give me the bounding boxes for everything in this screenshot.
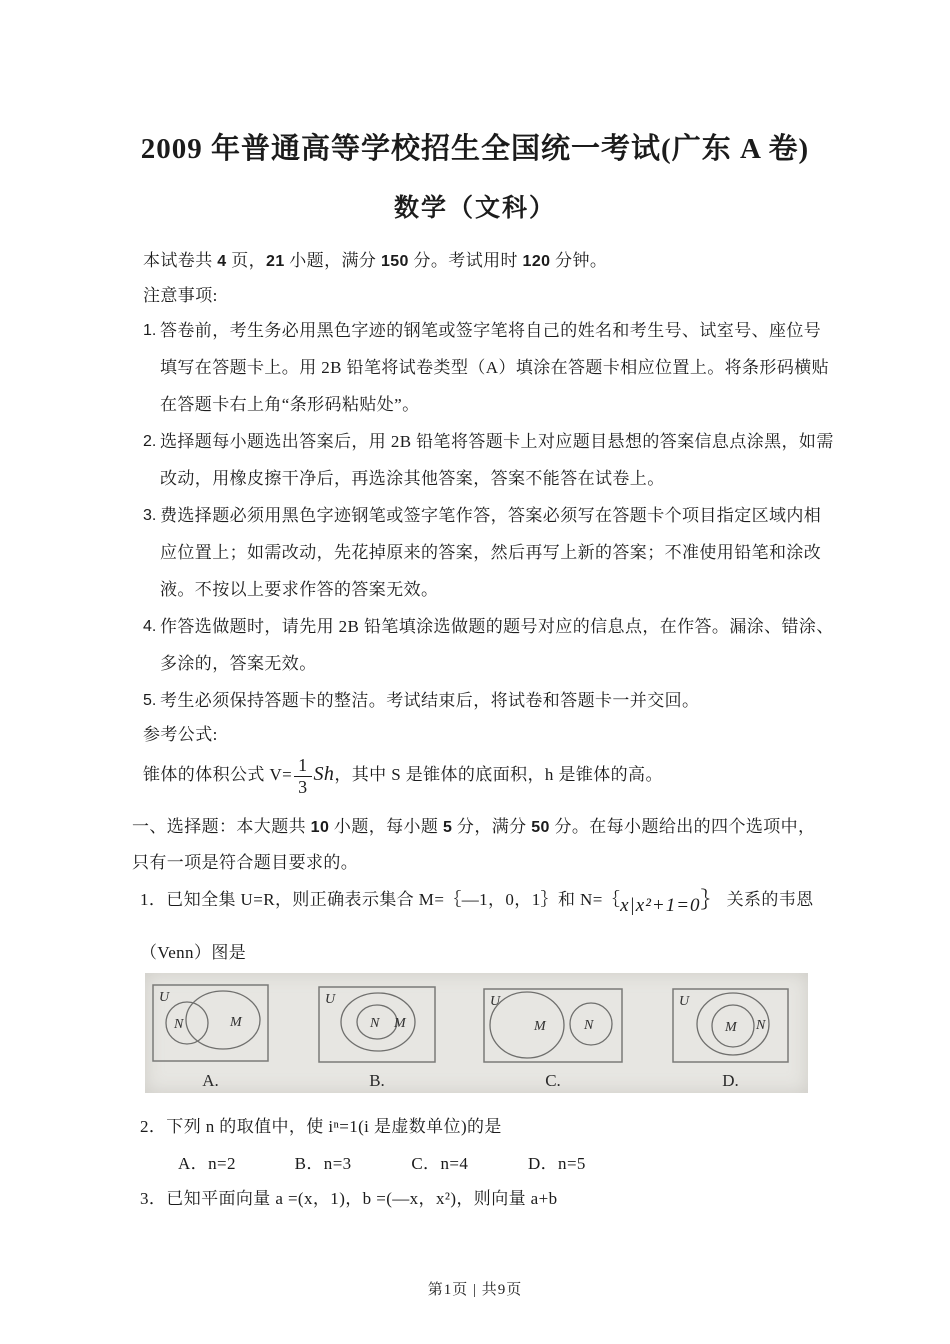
section-total-points: 50 xyxy=(531,819,550,836)
cone-volume-formula xyxy=(143,750,663,798)
question-count: 21 xyxy=(266,253,285,270)
notice-line: 答卷前，考生务必用黑色字迹的钢笔或签字笔将自己的姓名和考生号、试室号、座位号 xyxy=(160,321,822,340)
section1-header-line2: 只有一项是符合题目要求的。 xyxy=(132,853,359,872)
question-1 xyxy=(140,884,814,917)
notice-line: 多涂的，答案无效。 xyxy=(160,654,317,673)
q2-option-c: C．n=4 xyxy=(411,1154,469,1173)
venn-diagram-b xyxy=(318,986,436,1063)
notice-item-5 xyxy=(143,682,834,719)
notice-line: 考生必须保持答题卡的整洁。考试结束后，将试卷和答题卡一并交回。 xyxy=(160,691,700,710)
page-number-footer: 第1页 | 共9页 xyxy=(427,1282,523,1298)
set-n-label: N xyxy=(370,1016,380,1031)
page-title: 2009 年普通高等学校招生全国统一考试(广东 A 卷) xyxy=(140,133,810,165)
fraction-one-third xyxy=(294,755,311,798)
notice-item-4 xyxy=(143,608,834,682)
reference-formula-label: 参考公式: xyxy=(143,725,218,744)
q1-closing-brace: ｝ xyxy=(700,888,722,912)
universe-label: U xyxy=(490,994,501,1009)
notice-item-3 xyxy=(143,497,834,608)
q2-option-b: B．n=3 xyxy=(294,1154,352,1173)
notice-line: 改动，用橡皮擦干净后，再选涂其他答案，答案不能答在试卷上。 xyxy=(160,469,665,488)
question-2: 2．下列 n 的取值中，使 iⁿ=1(i 是虚数单位)的是 xyxy=(140,1117,502,1136)
notice-item-number: 4. xyxy=(143,618,157,635)
venn-option-a-letter: A. xyxy=(202,1071,219,1090)
notice-line: 作答选做题时，请先用 2B 铅笔填涂选做题的题号对应的信息点，在作答。漏涂、错涂、 xyxy=(160,617,834,636)
q1-venn-caption: （Venn）图是 xyxy=(140,943,247,962)
fraction-denominator: 3 xyxy=(298,776,308,797)
notice-line: 费选择题必须用黑色字迹钢笔或签字笔作答，答案必须写在答题卡个项目指定区域内相 xyxy=(160,506,822,525)
notice-line: 选择题每小题选出答案后，用 2B 铅笔将答题卡上对应题目悬想的答案信息点涂黑，如需 xyxy=(160,432,834,451)
q2-option-d: D．n=5 xyxy=(527,1154,586,1173)
set-n-label: N xyxy=(756,1018,766,1033)
intro-text: 本试卷共 xyxy=(143,251,218,270)
notice-item-2 xyxy=(143,423,834,497)
set-m-label: M xyxy=(394,1016,406,1031)
notice-line: 应位置上；如需改动，先花掉原来的答案，然后再写上新的答案；不准使用铅笔和涂改 xyxy=(160,543,822,562)
fraction-numerator: 1 xyxy=(294,755,311,777)
notice-item-number: 5. xyxy=(143,692,157,709)
notice-line: 填写在答题卡上。用 2B 铅笔将试卷类型（A）填涂在答题卡相应位置上。将条形码横贴 xyxy=(160,358,830,377)
venn-diagram-a xyxy=(152,984,269,1062)
venn-diagram-figure xyxy=(145,973,808,1093)
notice-list xyxy=(143,312,834,719)
notice-item-1 xyxy=(143,312,834,423)
q2-options-row xyxy=(178,1149,640,1174)
notice-item-number: 1. xyxy=(143,322,157,339)
venn-diagram-d xyxy=(672,988,789,1063)
page-subtitle: 数学（文科） xyxy=(393,195,556,222)
q2-option-a: A．n=2 xyxy=(178,1154,236,1173)
set-m-label: M xyxy=(534,1019,546,1034)
notice-item-number: 3. xyxy=(143,507,157,524)
set-n-label: N xyxy=(584,1018,594,1033)
formula-variables: Sh xyxy=(313,763,335,785)
notice-line: 在答题卡右上角“条形码粘贴处”。 xyxy=(160,395,420,414)
universe-label: U xyxy=(325,992,336,1007)
notice-label: 注意事项: xyxy=(143,286,218,305)
section-question-count: 10 xyxy=(310,819,330,836)
exam-info-line: 本试卷共 4 页，21 小题，满分 150 分。考试用时 120 分钟。 xyxy=(143,251,608,270)
pages-count: 4 xyxy=(217,253,227,270)
set-m-label: M xyxy=(230,1015,242,1030)
universe-label: U xyxy=(679,994,690,1009)
set-n-label: N xyxy=(174,1017,184,1032)
formula-suffix: ，其中 S 是锥体的底面积，h 是锥体的高。 xyxy=(334,765,663,784)
q1-text-end: 关系的韦恩 xyxy=(721,890,814,909)
formula-prefix: 锥体的体积公式 V= xyxy=(143,765,293,784)
question-3: 3．已知平面向量 a =(x，1)，b =(—x，x²)，则向量 a+b xyxy=(140,1189,558,1208)
set-m-label: M xyxy=(725,1020,737,1035)
total-score: 150 xyxy=(380,253,409,270)
venn-option-d-letter: D. xyxy=(722,1071,739,1090)
venn-option-b-letter: B. xyxy=(369,1071,385,1090)
venn-option-c-letter: C. xyxy=(545,1071,561,1090)
notice-item-number: 2. xyxy=(143,433,157,450)
venn-diagram-c xyxy=(483,988,623,1063)
q1-set-formula: x|x²+1=0 xyxy=(620,895,701,916)
notice-line: 液。不按以上要求作答的答案无效。 xyxy=(160,580,439,599)
points-per-question: 5 xyxy=(442,819,453,836)
duration-minutes: 120 xyxy=(522,253,551,270)
q1-text: 1．已知全集 U=R，则正确表示集合 M=｛—1，0，1｝和 N=｛ xyxy=(140,890,621,909)
universe-label: U xyxy=(159,990,170,1005)
section1-header: 一、选择题：本大题共 10 小题，每小题 5 分，满分 50 分。在每小题给出的四个选项中， xyxy=(132,817,816,836)
